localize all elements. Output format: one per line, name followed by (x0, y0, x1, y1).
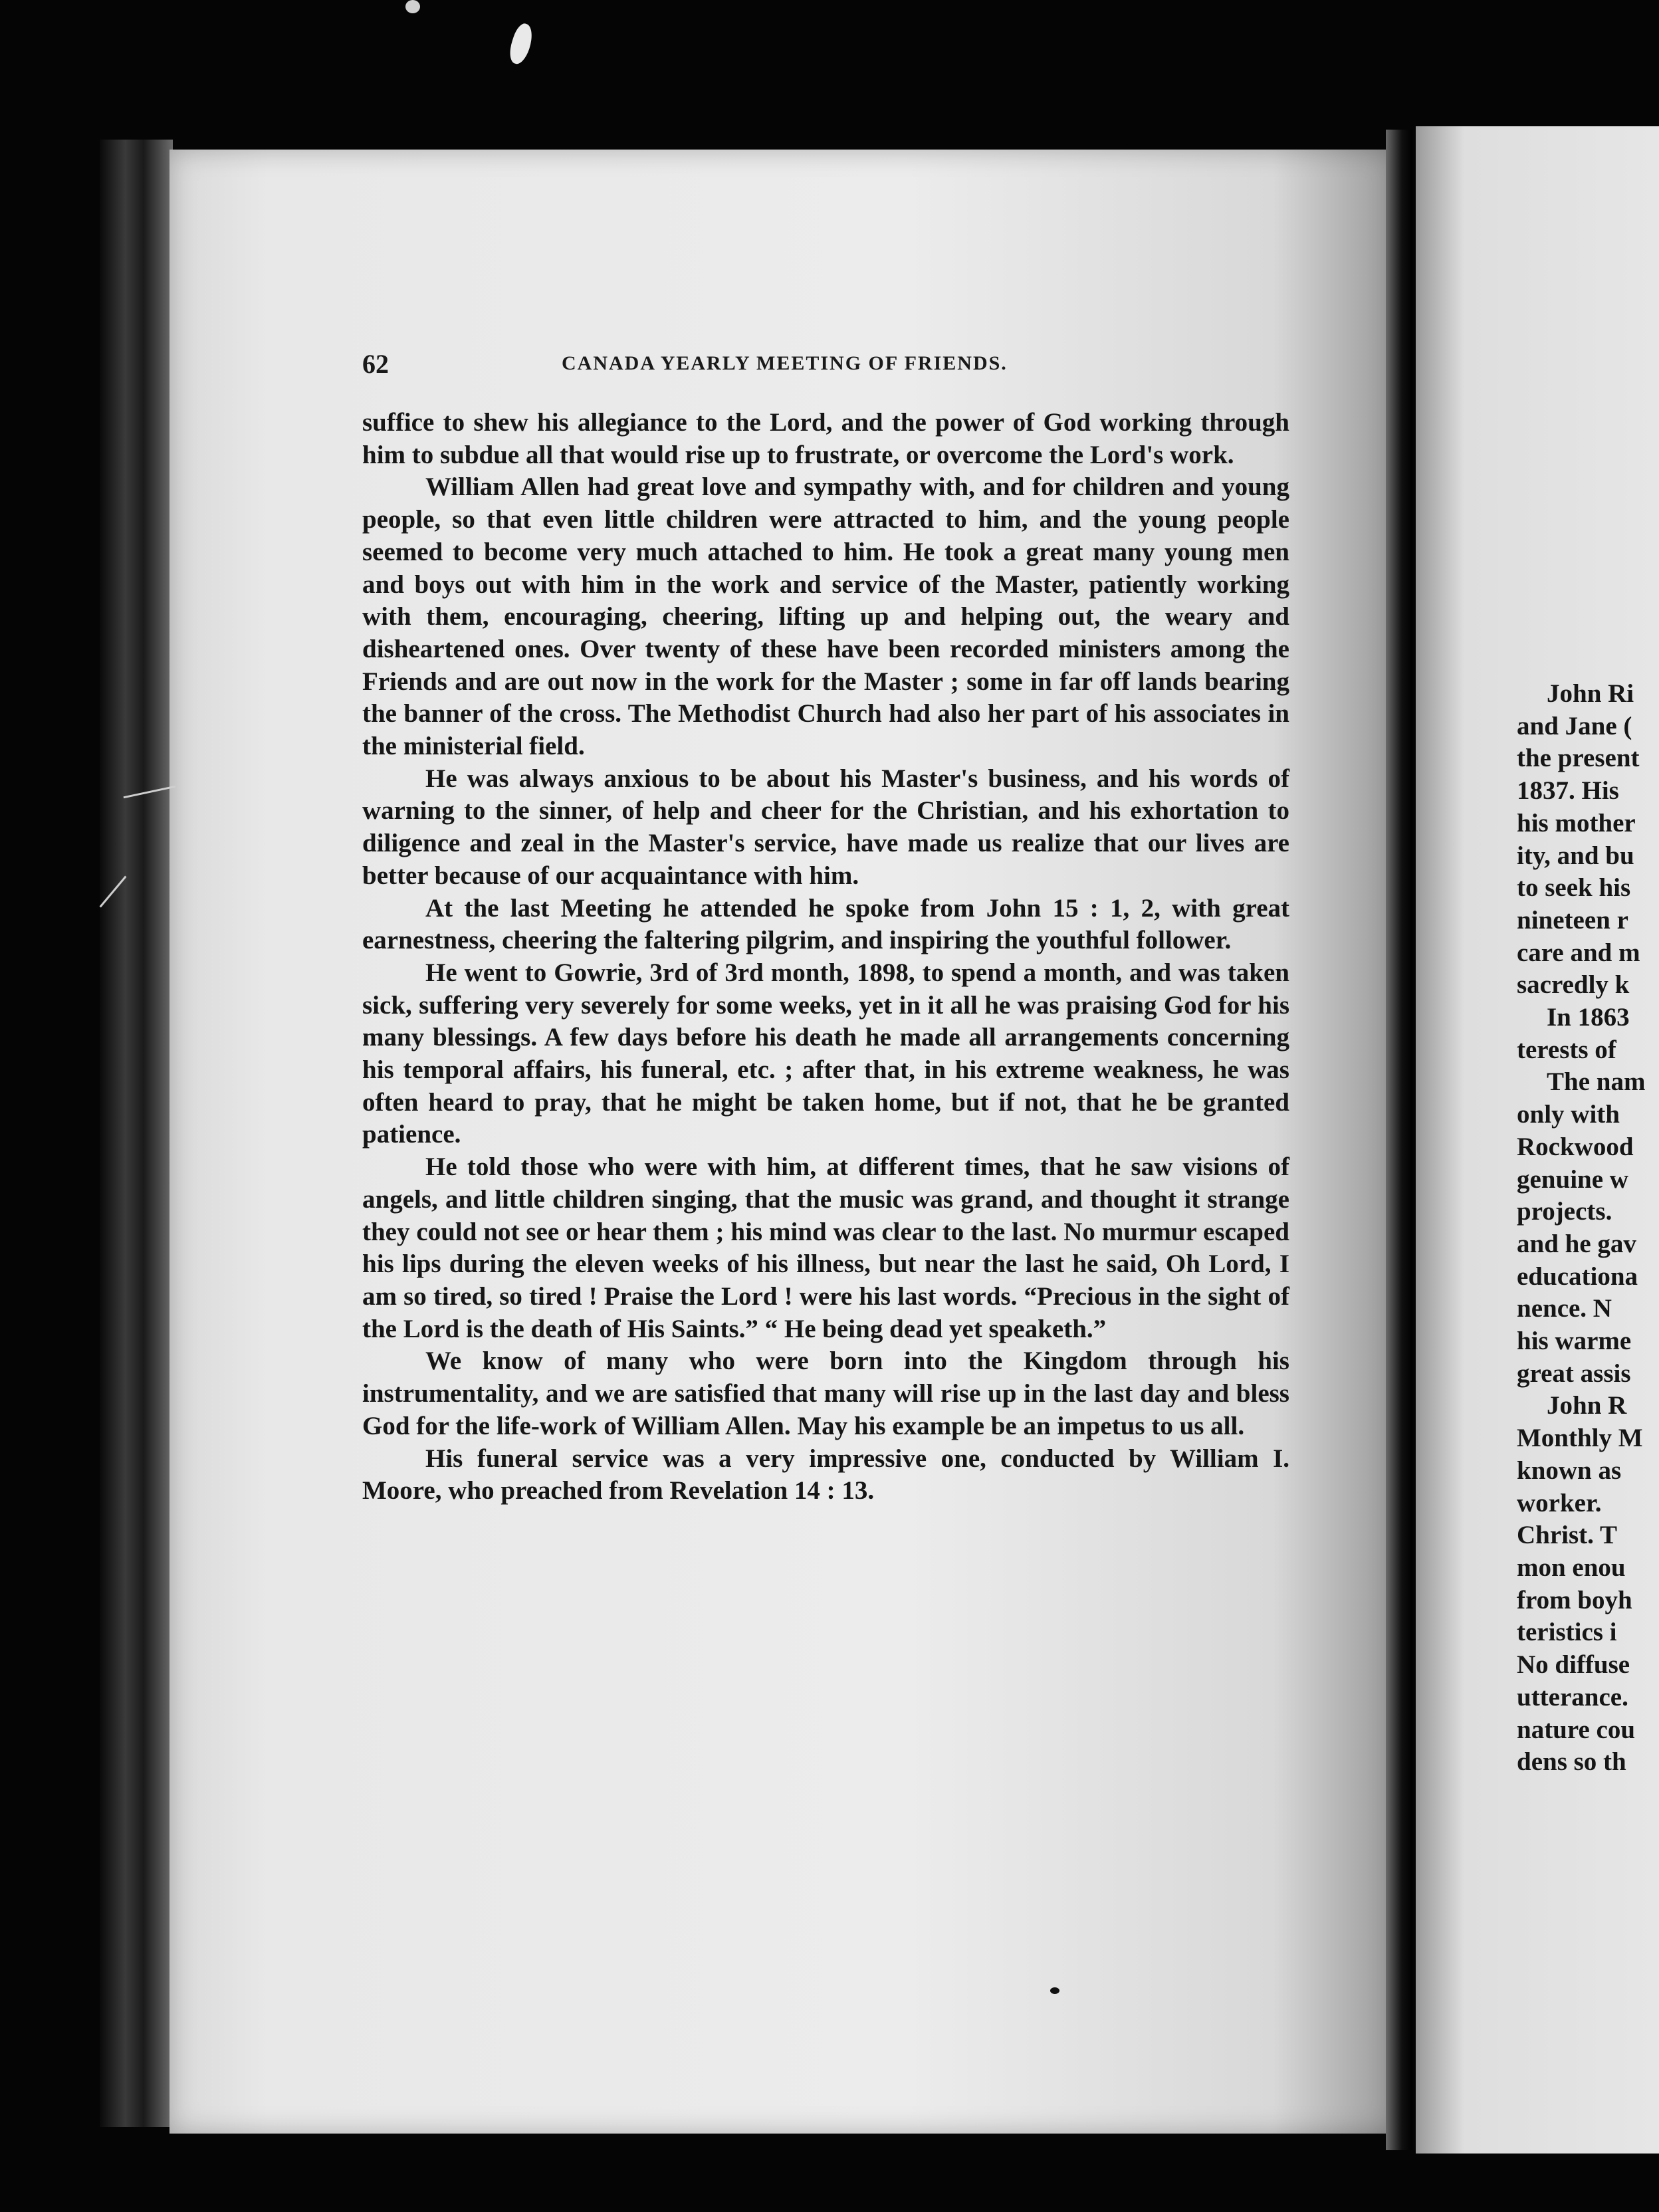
right-line: to seek his (1517, 873, 1631, 903)
right-line: No diffuse (1517, 1650, 1630, 1680)
right-line: Rockwood (1517, 1132, 1634, 1161)
right-line: John Ri (1547, 679, 1634, 708)
page-number: 62 (362, 349, 389, 379)
paragraph: He told those who were with him, at different times, that he saw visions of angels, and little children singing, that the music was grand, and thought it strange they could not see or hear them ; his mind was clear to the last. No murmur escaped his lips during the eleven weeks of his illness, but near the last he said, Oh Lord, I am so tired, so tired ! Praise the Lord ! were his last words. “Precious in the sight of the Lord is the death of His Saints.” “ He being dead yet speaketh.” (362, 1153, 1289, 1343)
right-line: utterance. (1517, 1682, 1628, 1712)
book-edge (100, 140, 173, 2127)
right-page-body (1517, 678, 1659, 1779)
right-line: mon enou (1517, 1553, 1626, 1582)
right-line: John R (1547, 1391, 1627, 1420)
right-line: terests of (1517, 1035, 1616, 1064)
right-line: sacredly k (1517, 970, 1630, 1000)
left-page-body (362, 407, 1289, 1507)
right-line: teristics i (1517, 1618, 1617, 1647)
right-line: dens so th (1517, 1747, 1626, 1777)
right-line: In 1863 (1547, 1003, 1630, 1032)
right-line: great assis (1517, 1359, 1631, 1388)
running-title: CANADA YEARLY MEETING OF FRIENDS. (562, 352, 1008, 374)
right-line: nature cou (1517, 1715, 1636, 1744)
right-line: nence. N (1517, 1294, 1612, 1323)
right-line: genuine w (1517, 1164, 1628, 1194)
right-line: the present (1517, 744, 1640, 773)
right-line: his warme (1517, 1327, 1632, 1356)
paragraph: William Allen had great love and sympathy with, and for children and young people, so that even little children were attracted to him, and the young people seemed to become very much attached to him. He took a great many young men and boys out with him in the work and service of the Master, patiently working with them, encouraging, cheering, lifting up and helping out, the weary and disheartened ones. Over twenty of these have been recorded ministers among the Friends and are out now in the work for the Master ; some in far off lands bearing the banner of the cross. The Methodist Church had also her part of his associates in the ministerial field. (362, 473, 1289, 761)
right-line: The nam (1547, 1067, 1646, 1097)
right-line: and he gav (1517, 1229, 1636, 1258)
paragraph: He went to Gowrie, 3rd of 3rd month, 1898, to spend a month, and was taken sick, suffering very severely for some weeks, yet in it all he was praising God for his many blessings. A few days before his death he made all arrangements concerning his temporal affairs, his funeral, etc. ; after that, in his extreme weakness, he was often heard to pray, that he might be taken home, but if not, that he be granted patience. (362, 958, 1289, 1149)
right-line: only with (1517, 1100, 1620, 1129)
right-line: worker. (1517, 1488, 1602, 1517)
right-line: educationa (1517, 1262, 1638, 1291)
right-line: known as (1517, 1456, 1622, 1485)
right-line: ity, and bu (1517, 841, 1634, 870)
ink-dot (1050, 1987, 1059, 1994)
paragraph: suffice to shew his allegiance to the Lord, and the power of God working through him to subdue all that would rise up to frustrate, or overcome the Lord's work. (362, 408, 1289, 469)
right-line: his mother (1517, 808, 1636, 837)
right-line: Christ. T (1517, 1521, 1617, 1550)
right-line: Monthly M (1517, 1424, 1643, 1453)
right-line: 1837. His (1517, 776, 1619, 806)
paragraph: He was always anxious to be about his Master's business, and his words of warning to the sinner, of help and cheer for the Christian, and his exhortation to diligence and zeal in the Master's service, have made us realize that our lives are better because of our acquaintance with him. (362, 764, 1289, 890)
paragraph: We know of many who were born into the Kingdom through his instrumentality, and we are satisfied that many will rise up in the last day and bless God for the life-work of William Allen. May his example be an impetus to us all. (362, 1347, 1289, 1440)
right-line: nineteen r (1517, 905, 1628, 935)
book-gutter (1386, 130, 1412, 2150)
right-line: care and m (1517, 938, 1640, 967)
right-line: projects. (1517, 1197, 1612, 1226)
paragraph: His funeral service was a very impressive one, conducted by William I. Moore, who preached from Revelation 14 : 13. (362, 1444, 1289, 1505)
right-line: and Jane ( (1517, 711, 1632, 740)
scan-speck (405, 0, 420, 13)
right-line: from boyh (1517, 1585, 1632, 1614)
paragraph: At the last Meeting he attended he spoke from John 15 : 1, 2, with great earnestness, cheering the faltering pilgrim, and inspiring the youthful follower. (362, 893, 1289, 955)
scan-speck (506, 21, 536, 66)
